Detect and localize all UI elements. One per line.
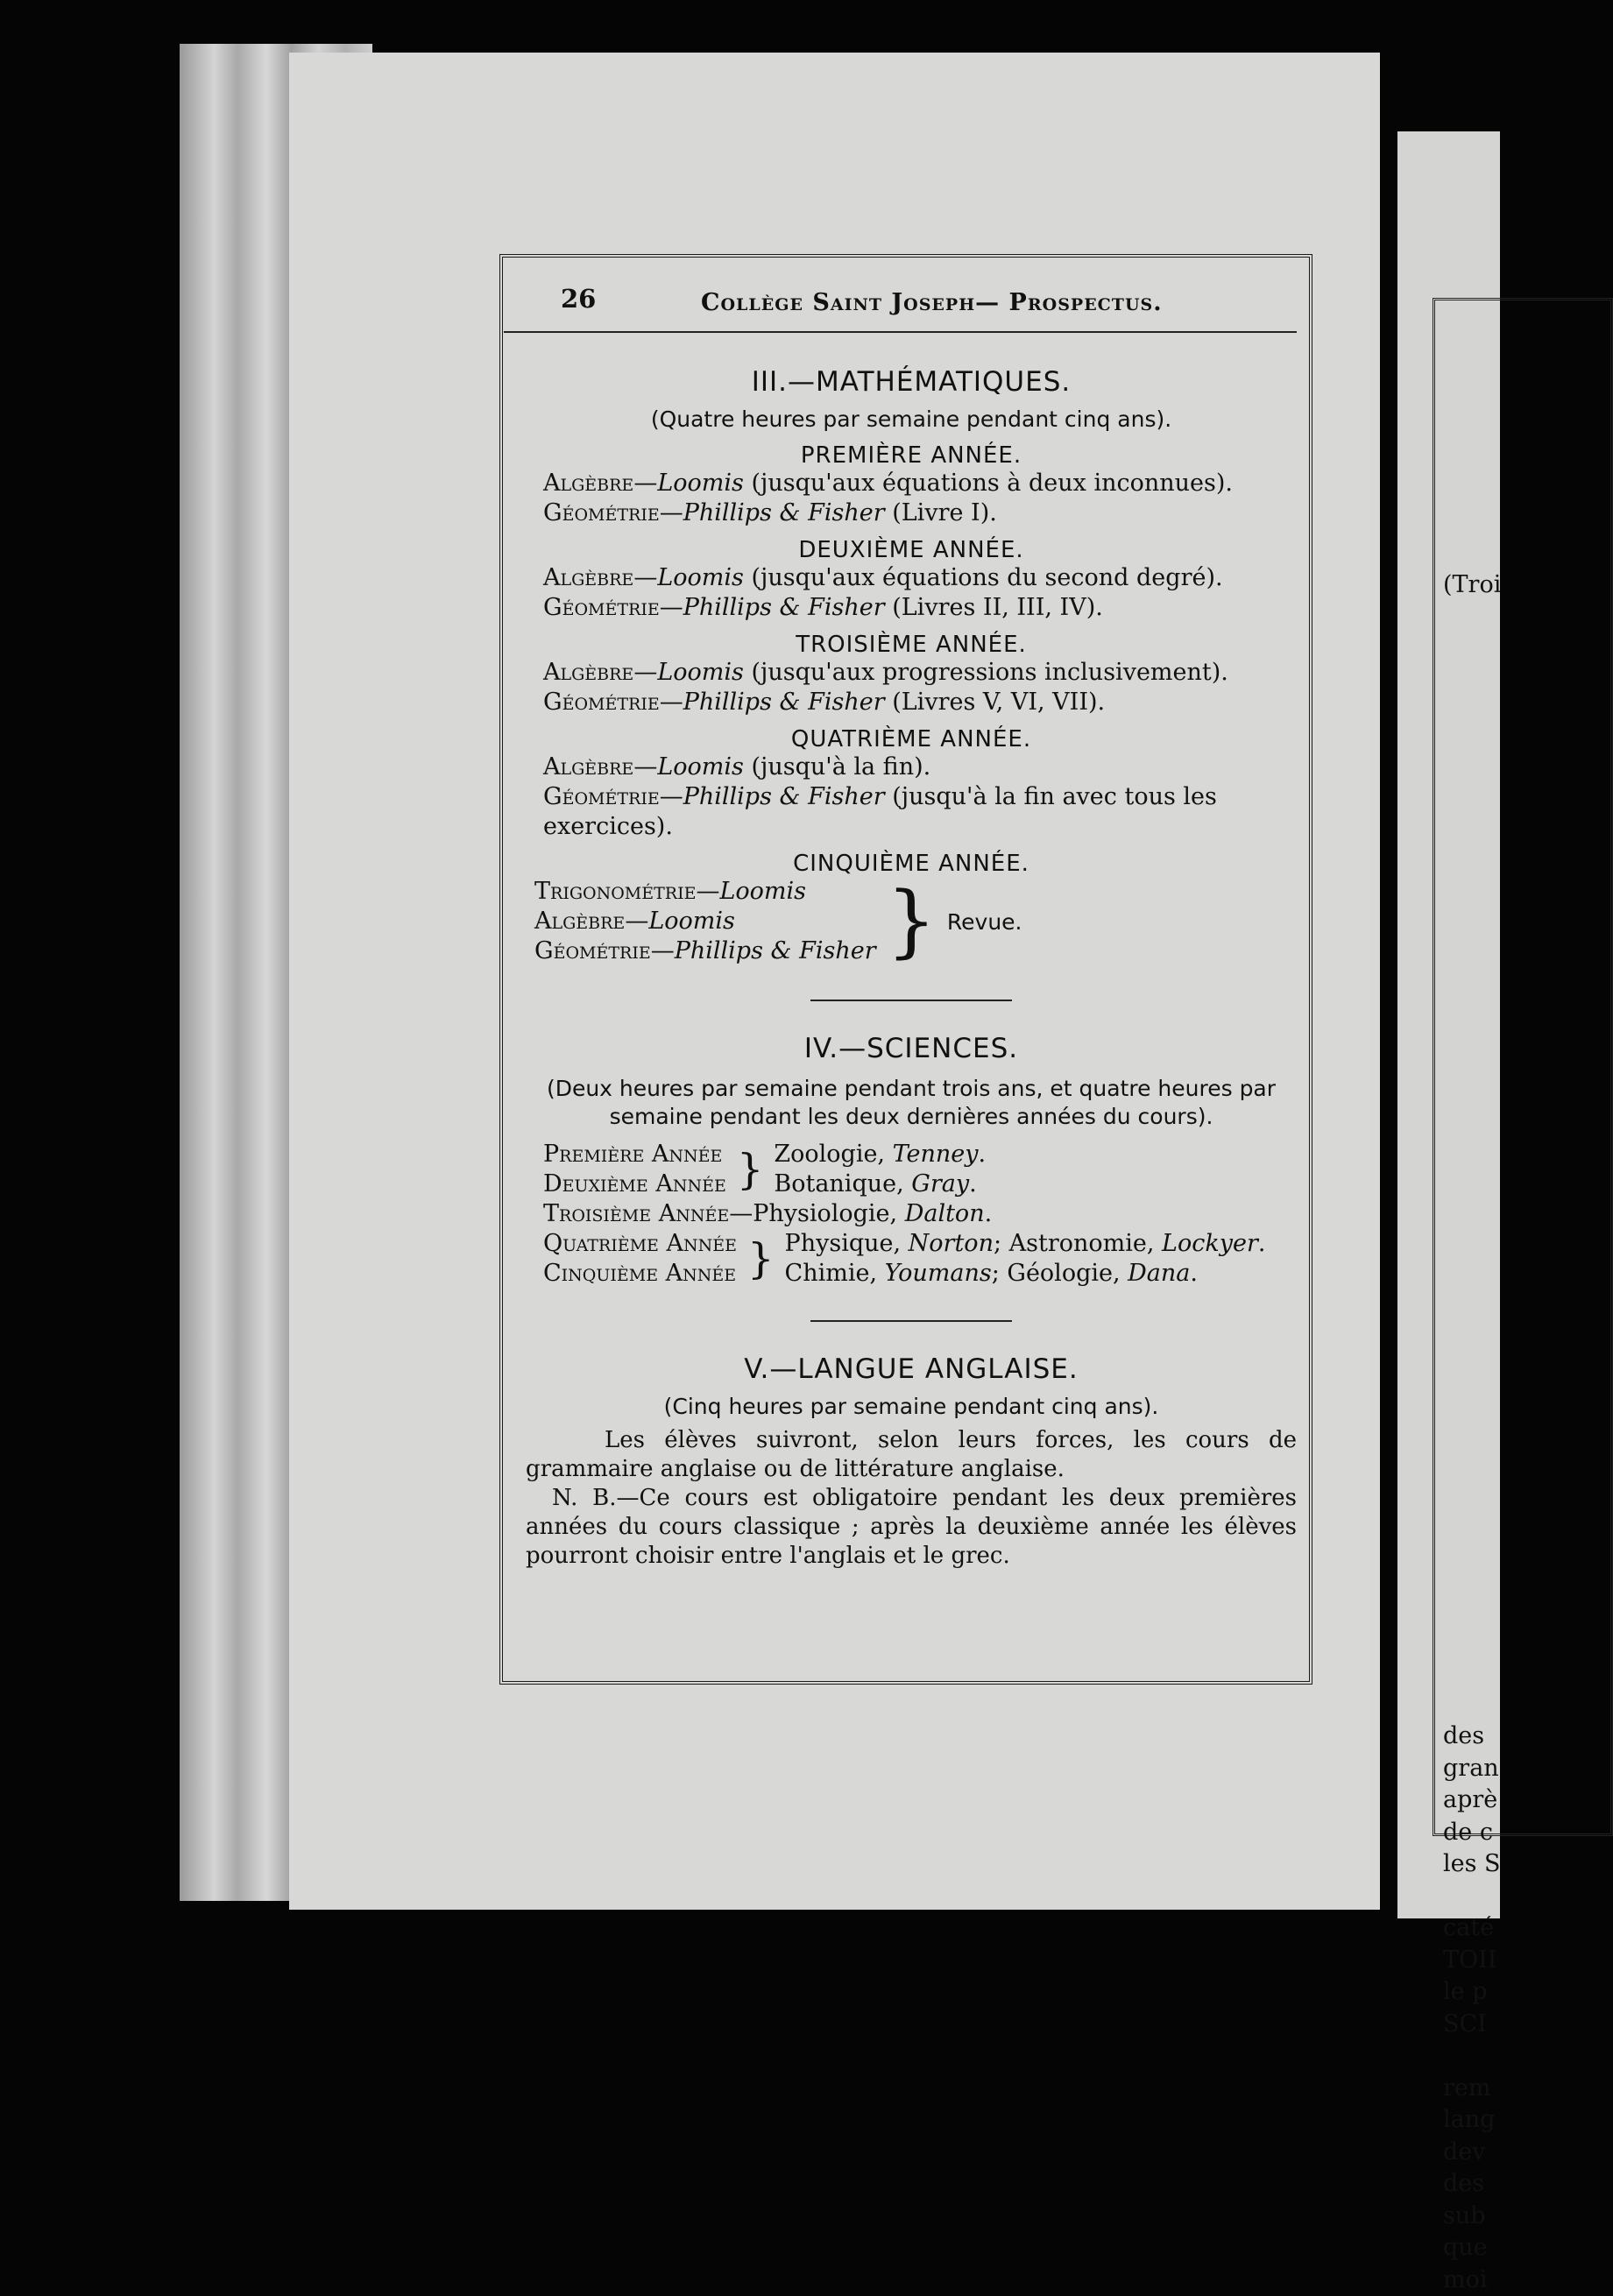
right-page-line [1443,1561,1501,1593]
year-label: TROISIÈME ANNÉE. [526,632,1297,658]
right-page-line: des [1443,2168,1501,2201]
right-page-line: rem [1443,2073,1501,2105]
right-page-line [1443,889,1501,922]
right-page-line [1443,697,1501,730]
right-page-line [1443,1433,1501,1466]
year-label: PREMIÈRE ANNÉE. [526,442,1297,469]
right-page-line [1443,1657,1501,1689]
right-page-line [1443,922,1501,954]
course-line: Botanique, Gray. [774,1169,986,1199]
right-page-line [1443,1049,1501,1082]
page-number: 26 [561,284,596,314]
course-line: Algèbre—Loomis (jusqu'à la fin). [526,752,1297,782]
sciences-group-3 [526,1229,1297,1289]
right-page-line [1443,953,1501,986]
right-page-line: le p [1443,1976,1501,2009]
math-years [526,442,1297,842]
header-title: Collège Saint Joseph— Prospectus. [701,289,1163,316]
right-page-text [1443,569,1501,2296]
right-page-line: que [1443,2232,1501,2264]
sciences-subtitle: (Deux heures par semaine pendant trois ans, et quatre heures par semaine pendant les deux dernières années du cours). [526,1075,1297,1131]
right-page-line: moi [1443,2264,1501,2296]
right-page-line [1443,1017,1501,1049]
course-line: Algèbre—Loomis (jusqu'aux équations du second degré). [526,563,1297,593]
right-page-line [1443,1625,1501,1657]
right-page-line [1443,1465,1501,1497]
brace: } [737,1238,785,1280]
right-page-line [1443,1337,1501,1369]
right-page-line [1443,1593,1501,1625]
right-page-line [1443,633,1501,666]
review-note: Revue. [947,909,1022,935]
right-page-line: dev [1443,2137,1501,2169]
fifth-year-review [526,877,1297,966]
english-paragraph-2: N. B.—Ce cours est obligatoire pendant les deux premières années du cours classique ; après la deuxième année les élèves pourront choisir entre l'anglais et le grec. [526,1484,1297,1571]
math-subtitle: (Quatre heures par semaine pendant cinq ans). [526,406,1297,432]
right-page-line [1443,602,1501,634]
math-heading: III.—MATHÉMATIQUES. [526,366,1297,398]
brace: } [726,1148,775,1190]
sciences-group-1 [526,1140,1297,1199]
english-heading: V.—LANGUE ANGLAISE. [526,1353,1297,1385]
right-page-line [1443,1081,1501,1113]
right-page-line: de c [1443,1817,1501,1849]
fifth-year-subjects [534,877,876,966]
right-page-line [1443,1177,1501,1210]
right-page-line: SCI [1443,2009,1501,2041]
right-page-line [1443,666,1501,698]
right-page-line: gran [1443,1753,1501,1785]
year-label: Première Année [543,1140,726,1169]
right-page-line: les S [1443,1848,1501,1881]
right-page-fragment [1397,131,1500,1918]
right-page-line [1443,1529,1501,1561]
course-line: Chimie, Youmans; Géologie, Dana. [785,1259,1266,1289]
right-page-line: (Troi [1443,569,1501,602]
sciences-group-2: Troisième Année—Physiologie, Dalton. [526,1199,1297,1229]
fifth-line: Algèbre—Loomis [534,907,876,936]
right-page-line: sub [1443,2201,1501,2233]
course-line: Zoologie, Tenney. [774,1140,986,1169]
fifth-year-label: CINQUIÈME ANNÉE. [526,851,1297,877]
right-page-line [1443,761,1501,794]
english-paragraph-1: Les élèves suivront, selon leurs forces, les cours de grammaire anglaise ou de littérature anglaise. [526,1426,1297,1484]
running-header [504,279,1297,333]
right-page-line [1443,1113,1501,1146]
right-page-line [1443,986,1501,1018]
english-subtitle: (Cinq heures par semaine pendant cinq ans). [526,1394,1297,1419]
right-page-line [1443,1241,1501,1274]
right-page-line [1443,858,1501,890]
page-content [526,350,1297,1571]
right-page-line [1443,1369,1501,1402]
right-page-line [1443,1881,1501,1913]
right-page-line [1443,1273,1501,1305]
year-label: DEUXIÈME ANNÉE. [526,537,1297,563]
year-label: Deuxième Année [543,1169,726,1199]
course-line: Géométrie—Phillips & Fisher (Livres V, VI, VII). [526,688,1297,717]
fifth-line: Géométrie—Phillips & Fisher [534,936,876,966]
course-line: Géométrie—Phillips & Fisher (Livre I). [526,498,1297,528]
right-page-line: aprè [1443,1784,1501,1817]
course-line: Géométrie—Phillips & Fisher (Livres II, III, IV). [526,593,1297,623]
course-line: Géométrie—Phillips & Fisher (jusqu'à la fin avec tous les exercices). [526,782,1297,842]
year-label: Cinquième Année [543,1259,737,1289]
brace: } [876,882,947,961]
right-page-line [1443,1497,1501,1529]
right-page-line [1443,730,1501,762]
year-label: Quatrième Année [543,1229,737,1259]
right-page-line [1443,1209,1501,1241]
right-page-line [1443,2040,1501,2073]
right-page-line [1443,1401,1501,1433]
right-page-line [1443,1305,1501,1338]
right-page-line [1443,1689,1501,1721]
right-page-line [1443,1145,1501,1177]
right-page-line: caté [1443,1912,1501,1945]
right-page-line [1443,794,1501,826]
year-label: QUATRIÈME ANNÉE. [526,726,1297,752]
course-line: Algèbre—Loomis (jusqu'aux progressions inclusivement). [526,658,1297,688]
right-page-line [1443,825,1501,858]
right-page-line: lang [1443,2104,1501,2137]
sciences-heading: IV.—SCIENCES. [526,1033,1297,1064]
right-page-line: TOII [1443,1945,1501,1977]
fifth-line: Trigonométrie—Loomis [534,877,876,907]
course-line: Physique, Norton; Astronomie, Lockyer. [785,1229,1266,1259]
section-divider [810,1000,1012,1001]
course-line: Algèbre—Loomis (jusqu'aux équations à deux inconnues). [526,469,1297,498]
right-page-line: des [1443,1720,1501,1753]
section-divider [810,1320,1012,1322]
